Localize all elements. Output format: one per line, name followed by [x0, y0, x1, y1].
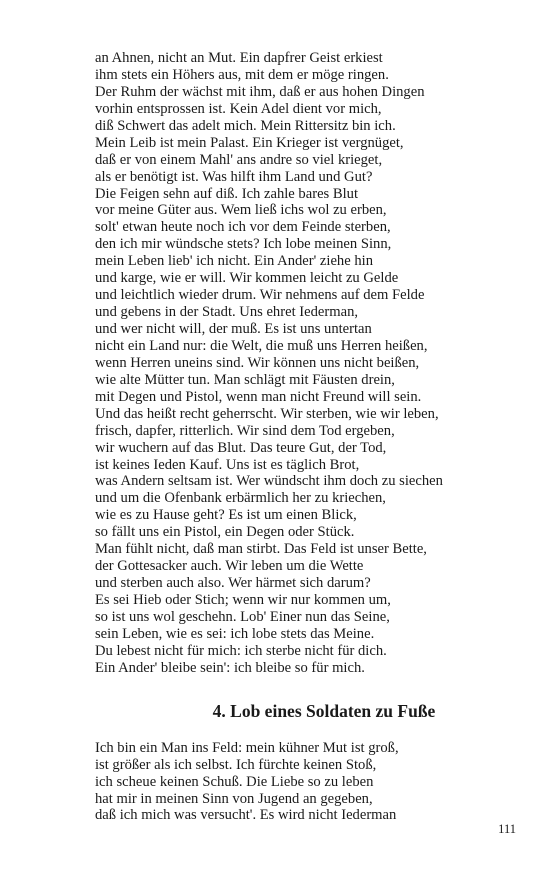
verse-line: diß Schwert das adelt mich. Mein Rittersitz bin ich.	[95, 117, 396, 134]
verse-line: und gebens in der Stadt. Uns ehret Iederman,	[95, 304, 359, 321]
verse-line: so ist uns wol geschehn. Lob' Einer nun das Seine,	[95, 608, 390, 625]
verse-line: Man fühlt nicht, daß man stirbt. Das Feld ist unser Bette,	[95, 541, 427, 558]
verse-line: sein Leben, wie es sei: ich lobe stets das Meine.	[95, 625, 375, 642]
section-title: 4. Lob eines Soldaten zu Fuße	[212, 700, 436, 721]
verse-line: Die Feigen sehn auf diß. Ich zahle bares Blut	[95, 185, 359, 202]
verse-line: Ich bin ein Man ins Feld: mein kühner Mut ist groß,	[95, 739, 399, 756]
verse-line: Es sei Hieb oder Stich; wenn wir nur kommen um,	[95, 592, 391, 608]
verse-line: mit Degen und Pistol, wenn man nicht Freund will sein.	[95, 388, 422, 405]
poem-stanza-new	[95, 740, 515, 825]
verse-line: ist größer als ich selbst. Ich fürchte keinen Stoß,	[95, 756, 377, 773]
verse-line: was Andern seltsam ist. Wer wündscht ihm doch zu siechen	[95, 473, 443, 490]
verse-line: ich scheue keinen Schuß. Die Liebe so zu leben	[95, 773, 374, 790]
page-content	[95, 50, 515, 824]
verse-line: und wer nicht will, der muß. Es ist uns untertan	[95, 321, 372, 337]
verse-line: hat mir in meinen Sinn von Jugend an gegeben,	[95, 790, 373, 807]
verse-line: vor meine Güter aus. Wem ließ ichs wol zu erben,	[95, 202, 387, 219]
page-number: 111	[498, 822, 516, 836]
verse-line: nicht ein Land nur: die Welt, die muß uns Herren heißen,	[95, 337, 428, 354]
verse-line: und karge, wie er will. Wir kommen leicht zu Gelde	[95, 270, 399, 287]
verse-line: so fällt uns ein Pistol, ein Degen oder Stück.	[95, 524, 355, 541]
verse-line: wie es zu Hause geht? Es ist um einen Blick,	[95, 507, 357, 524]
verse-line: vorhin entsprossen ist. Kein Adel dient vor mich,	[95, 100, 382, 117]
verse-line: als er benötigt ist. Was hilft ihm Land und Gut?	[95, 168, 373, 185]
verse-line: und leichtlich wieder drum. Wir nehmens auf dem Felde	[95, 287, 425, 304]
verse-line: wir wuchern auf das Blut. Das teure Gut, der Tod,	[95, 439, 387, 456]
verse-line: Mein Leib ist mein Palast. Ein Krieger ist vergnüget,	[95, 134, 404, 151]
verse-line: wenn Herren uneins sind. Wir können uns nicht beißen,	[95, 354, 420, 371]
verse-line: daß ich mich was versucht'. Es wird nicht Iederman	[95, 807, 397, 824]
verse-line: frisch, dapfer, ritterlich. Wir sind dem Tod ergeben,	[95, 422, 395, 439]
verse-line: an Ahnen, nicht an Mut. Ein dapfrer Geist erkiest	[95, 50, 383, 66]
verse-line: und sterben auch also. Wer härmet sich darum?	[95, 575, 371, 592]
verse-line: solt' etwan heute noch ich vor dem Feinde sterben,	[95, 219, 391, 236]
verse-line: den ich mir wündsche stets? Ich lobe meinen Sinn,	[95, 236, 392, 253]
verse-line: und um die Ofenbank erbärmlich her zu kriechen,	[95, 490, 386, 507]
verse-line: wie alte Mütter tun. Man schlägt mit Fäusten drein,	[95, 371, 395, 388]
verse-line: Ein Ander' bleibe sein': ich bleibe so für mich.	[95, 659, 365, 676]
verse-line: Und das heißt recht geherrscht. Wir sterben, wie wir leben,	[95, 405, 439, 422]
verse-line: Der Ruhm der wächst mit ihm, daß er aus hohen Dingen	[95, 83, 425, 100]
poem-stanza-continued	[95, 50, 515, 677]
verse-line: der Gottesacker auch. Wir leben um die Wette	[95, 558, 364, 575]
verse-line: Du lebest nicht für mich: ich sterbe nicht für dich.	[95, 642, 387, 659]
verse-line: ist keines Ieden Kauf. Uns ist es täglich Brot,	[95, 456, 360, 473]
verse-line: mein Leben lieb' ich nicht. Ein Ander' ziehe hin	[95, 253, 373, 270]
verse-line: ihm stets ein Höhers aus, mit dem er möge ringen.	[95, 66, 389, 83]
verse-line: daß er von einem Mahl' ans andre so viel krieget,	[95, 151, 383, 168]
